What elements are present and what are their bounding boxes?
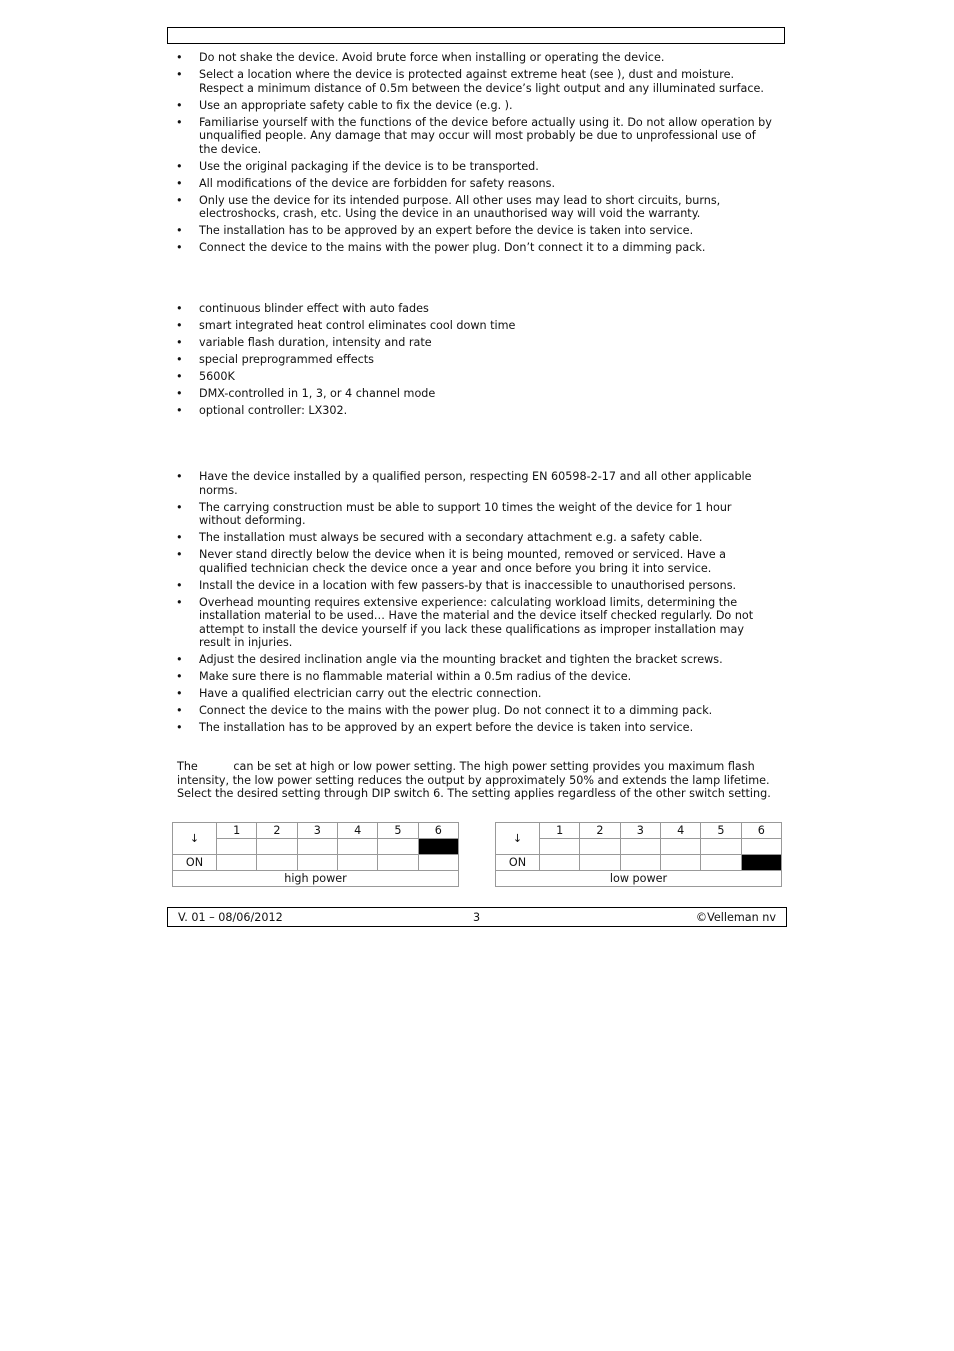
- features-list: [172, 302, 772, 421]
- list-item: • Install the device in a location with few passers-by that is inaccessible to unauthorised persons.: [172, 579, 772, 593]
- on-label: ON: [496, 855, 540, 871]
- down-arrow-icon: ↓: [496, 823, 540, 855]
- list-item: • Use an appropriate safety cable to fix the device (e.g. ).: [172, 99, 772, 113]
- footer-version: V. 01 – 08/06/2012: [178, 911, 283, 924]
- power-setting-paragraph: The can be set at high or low power setting. The high power setting provides you maximum flash intensity, the low power setting reduces the output by approximately 50% and extends the lamp lifetime. Select the desired setting through DIP switch 6. The setting applies regardless of the other switch setting.: [177, 760, 774, 801]
- list-item: • smart integrated heat control eliminates cool down time: [172, 319, 772, 333]
- dip-switch-4-on: [337, 855, 377, 871]
- dip-switch-1-on: [217, 855, 257, 871]
- footer-page-number: 3: [473, 911, 481, 924]
- list-item: • The installation has to be approved by an expert before the device is taken into service.: [172, 721, 772, 735]
- list-item: • Make sure there is no flammable material within a 0.5m radius of the device.: [172, 670, 772, 684]
- dip-switch-6-on: [741, 855, 781, 871]
- list-item: • 5600K: [172, 370, 772, 384]
- list-item: • The installation has to be approved by an expert before the device is taken into service.: [172, 224, 772, 238]
- dip-switch-6-on: [418, 855, 458, 871]
- dip-switch-6-off: [741, 839, 781, 855]
- dip-number: 1: [217, 823, 257, 839]
- dip-number: 3: [620, 823, 660, 839]
- list-item: • Select a location where the device is protected against extreme heat (see ), dust and moisture. Respect a minimum distance of 0.5m between the device’s light output and any illuminated surface.: [172, 68, 772, 95]
- list-item: • DMX-controlled in 1, 3, or 4 channel mode: [172, 387, 772, 401]
- dip-switch-4-off: [337, 839, 377, 855]
- list-item: • Do not shake the device. Avoid brute force when installing or operating the device.: [172, 51, 772, 65]
- dip-number: 6: [418, 823, 458, 839]
- dip-number: 3: [297, 823, 337, 839]
- dip-switch-3-off: [620, 839, 660, 855]
- list-item: • Familiarise yourself with the functions of the device before actually using it. Do not allow operation by unqualified people. Any damage that may occur will most probably be due to unprofessional use of the device.: [172, 116, 772, 157]
- list-item: • Have a qualified electrician carry out the electric connection.: [172, 687, 772, 701]
- table-caption-low-power: low power: [496, 871, 782, 887]
- dip-switch-2-on: [257, 855, 297, 871]
- dip-number: 5: [701, 823, 741, 839]
- table-caption-high-power: high power: [173, 871, 459, 887]
- list-item: • special preprogrammed effects: [172, 353, 772, 367]
- dip-number: 4: [337, 823, 377, 839]
- dip-switch-1-off: [217, 839, 257, 855]
- list-item: • variable flash duration, intensity and rate: [172, 336, 772, 350]
- list-item: • continuous blinder effect with auto fades: [172, 302, 772, 316]
- list-item: • Connect the device to the mains with the power plug. Do not connect it to a dimming pack.: [172, 704, 772, 718]
- list-item: • Never stand directly below the device when it is being mounted, removed or serviced. Have a qualified technician check the device once a year and once before you bring it into service.: [172, 548, 772, 575]
- dip-number: 5: [378, 823, 418, 839]
- footer-copyright: ©Velleman nv: [695, 911, 776, 924]
- down-arrow-icon: ↓: [173, 823, 217, 855]
- list-item: • Adjust the desired inclination angle via the mounting bracket and tighten the bracket screws.: [172, 653, 772, 667]
- dip-switch-2-off: [257, 839, 297, 855]
- on-label: ON: [173, 855, 217, 871]
- header-box: [167, 27, 785, 44]
- dip-switch-3-on: [297, 855, 337, 871]
- list-item: • The carrying construction must be able to support 10 times the weight of the device for 1 hour without deforming.: [172, 501, 772, 528]
- dip-number: 2: [580, 823, 620, 839]
- list-item: • Overhead mounting requires extensive experience: calculating workload limits, determining the installation material to be used… Have the material and the device itself checked regularly. Do not attempt to install the device yourself if you lack these qualifications as improper installation may result in injuries.: [172, 596, 772, 650]
- dip-switch-3-off: [297, 839, 337, 855]
- list-item: • Use the original packaging if the device is to be transported.: [172, 160, 772, 174]
- list-item: • Only use the device for its intended purpose. All other uses may lead to short circuits, burns, electroshocks, crash, etc. Using the device in an unauthorised way will void the warranty.: [172, 194, 772, 221]
- dip-switch-2-on: [580, 855, 620, 871]
- dip-switch-5-on: [378, 855, 418, 871]
- dip-number: 1: [540, 823, 580, 839]
- dip-number: 6: [741, 823, 781, 839]
- dip-table-low-power: [495, 822, 782, 887]
- dip-switch-4-off: [660, 839, 700, 855]
- list-item: • The installation must always be secured with a secondary attachment e.g. a safety cable.: [172, 531, 772, 545]
- installation-list: [172, 470, 772, 738]
- list-item: • Have the device installed by a qualified person, respecting EN 60598-2-17 and all other applicable norms.: [172, 470, 772, 497]
- dip-switch-5-off: [378, 839, 418, 855]
- safety-list: [172, 51, 772, 258]
- list-item: • All modifications of the device are forbidden for safety reasons.: [172, 177, 772, 191]
- dip-switch-4-on: [660, 855, 700, 871]
- dip-number: 4: [660, 823, 700, 839]
- list-item: • optional controller: LX302.: [172, 404, 772, 418]
- dip-switch-5-off: [701, 839, 741, 855]
- dip-switch-6-off: [418, 839, 458, 855]
- dip-switch-3-on: [620, 855, 660, 871]
- dip-switch-5-on: [701, 855, 741, 871]
- dip-switch-2-off: [580, 839, 620, 855]
- dip-table-high-power: [172, 822, 459, 887]
- dip-number: 2: [257, 823, 297, 839]
- footer: [167, 907, 787, 927]
- dip-switch-1-on: [540, 855, 580, 871]
- dip-switch-1-off: [540, 839, 580, 855]
- list-item: • Connect the device to the mains with the power plug. Don’t connect it to a dimming pack.: [172, 241, 772, 255]
